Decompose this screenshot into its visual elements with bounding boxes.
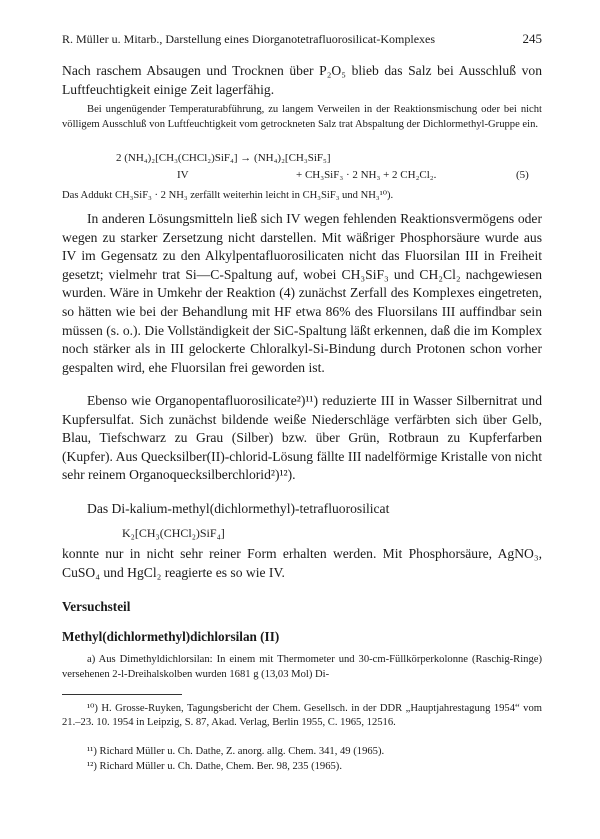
footnote-10: ¹⁰) H. Grosse-Ruyken, Tagungsbericht der Chem. Gesellsch. in der DDR „Hauptjahrestagung 1954“ vom 21.–23. 10. 1954 in Leipzig, S. 87, Akad. Verlag, Berlin 1955, C. 1965, 12516. bbox=[62, 703, 542, 729]
equation-line-1: 2 (NH₄)₂[CH₃(CHCl₂)SiF₄] → (NH₄)₂[CH₃SiF₅] bbox=[116, 152, 331, 164]
paragraph-solvents: In anderen Lösungsmitteln ließ sich IV wegen fehlenden Reaktionsvermögens oder wegen zu starker Zersetzung nicht darstellen. Mit wäßriger Phosphorsäure wurde aus IV im Gegensatz zu den Alkylpentafluorosilicaten nicht das Fluorsilan III in Freiheit gesetzt; vielmehr trat Si—C-Spaltung auf, wobei CH₃SiF₃ und CH₂Cl₂ nachgewiesen wurden. Wäre in Umkehr der Reaktion (4) zunächst Zerfall des Komplexes eingetreten, so hätten wie bei der Behandlung mit HF etwa 86% des Fluorsilans III auffindbar sein müssen (s. o.). Die Vollständigkeit der SiC-Spaltung läßt erkennen, daß die im Komplex noch stärker als in III gelockerte Chloralkyl-Si-Bindung durch Protonen schon vorher gespalten wird, ehe Fluorsilan frei geworden ist. bbox=[62, 211, 542, 375]
subsection-heading: Methyl(dichlormethyl)dichlorsilan (II) bbox=[62, 629, 280, 644]
paragraph-drying: Nach raschem Absaugen und Trocknen über P₂O₅ blieb das Salz bei Ausschluß von Luftfeuchtigkeit einige Zeit lagerfähig. bbox=[62, 63, 542, 97]
paragraph-reduction: Ebenso wie Organopentafluorosilicate²)¹¹) reduzierte III in Wasser Silbernitrat und Kupfersulfat. Sich zunächst bildende weiße Niederschläge verfärbten sich über Gelb, Blau, Tiefschwarz zu Grau (Silber) bzw. über Grün, Rotbraun zu Kupferfarben (Kupfer). Aus Quecksilber(II)-chlorid-Lösung fällte III nadelförmige Kristalle von nicht sehr reinem Organoquecksilberchlorid²)¹²). bbox=[62, 393, 542, 483]
footnote-divider bbox=[62, 694, 182, 695]
paragraph-potassium-salt: Das Di-kalium-methyl(dichlormethyl)-tetrafluorosilicat bbox=[87, 501, 390, 516]
section-heading: Versuchsteil bbox=[62, 599, 131, 614]
note-adduct: Das Addukt CH₃SiF₃ · 2 NH₃ zerfällt weiterhin leicht in CH₃SiF₃ und NH₃¹⁰). bbox=[62, 190, 394, 201]
note-decomposition: Bei ungenügender Temperaturabführung, zu langem Verweilen in der Reaktionsmischung oder bei nicht völligem Ausschluß von Luftfeuchtigkeit vom getrockneten Salz trat Abspaltung der Dichlormethyl-Gruppe ein. bbox=[62, 104, 542, 130]
footnote-12: ¹²) Richard Müller u. Ch. Dathe, Chem. Ber. 98, 235 (1965). bbox=[87, 761, 342, 772]
page-number: 245 bbox=[522, 31, 542, 46]
footnote-11: ¹¹) Richard Müller u. Ch. Dathe, Z. anorg. allg. Chem. 341, 49 (1965). bbox=[87, 746, 385, 757]
equation-line-2: + CH₃SiF₃ · 2 NH₃ + 2 CH₂Cl₂. bbox=[296, 169, 437, 181]
running-title: R. Müller u. Mitarb., Darstellung eines Diorganotetrafluorosilicat-Komplexes bbox=[62, 32, 436, 46]
equation-compound-label: IV bbox=[177, 169, 189, 181]
experimental-text: a) Aus Dimethyldichlorsilan: In einem mit Thermometer und 30-cm-Füllkörperkolonne (Raschig-Ringe) versehenen 2-l-Dreihalskolben wurden 1681 g (13,03 Mol) Di- bbox=[62, 654, 542, 680]
formula-potassium-salt: K₂[CH₃(CHCl₂)SiF₄] bbox=[122, 526, 225, 540]
paragraph-conclusion: konnte nur in nicht sehr reiner Form erhalten werden. Mit Phosphorsäure, AgNO₃, CuSO₄ und HgCl₂ reagierte es so wie IV. bbox=[62, 546, 542, 580]
equation-number: (5) bbox=[516, 169, 529, 181]
